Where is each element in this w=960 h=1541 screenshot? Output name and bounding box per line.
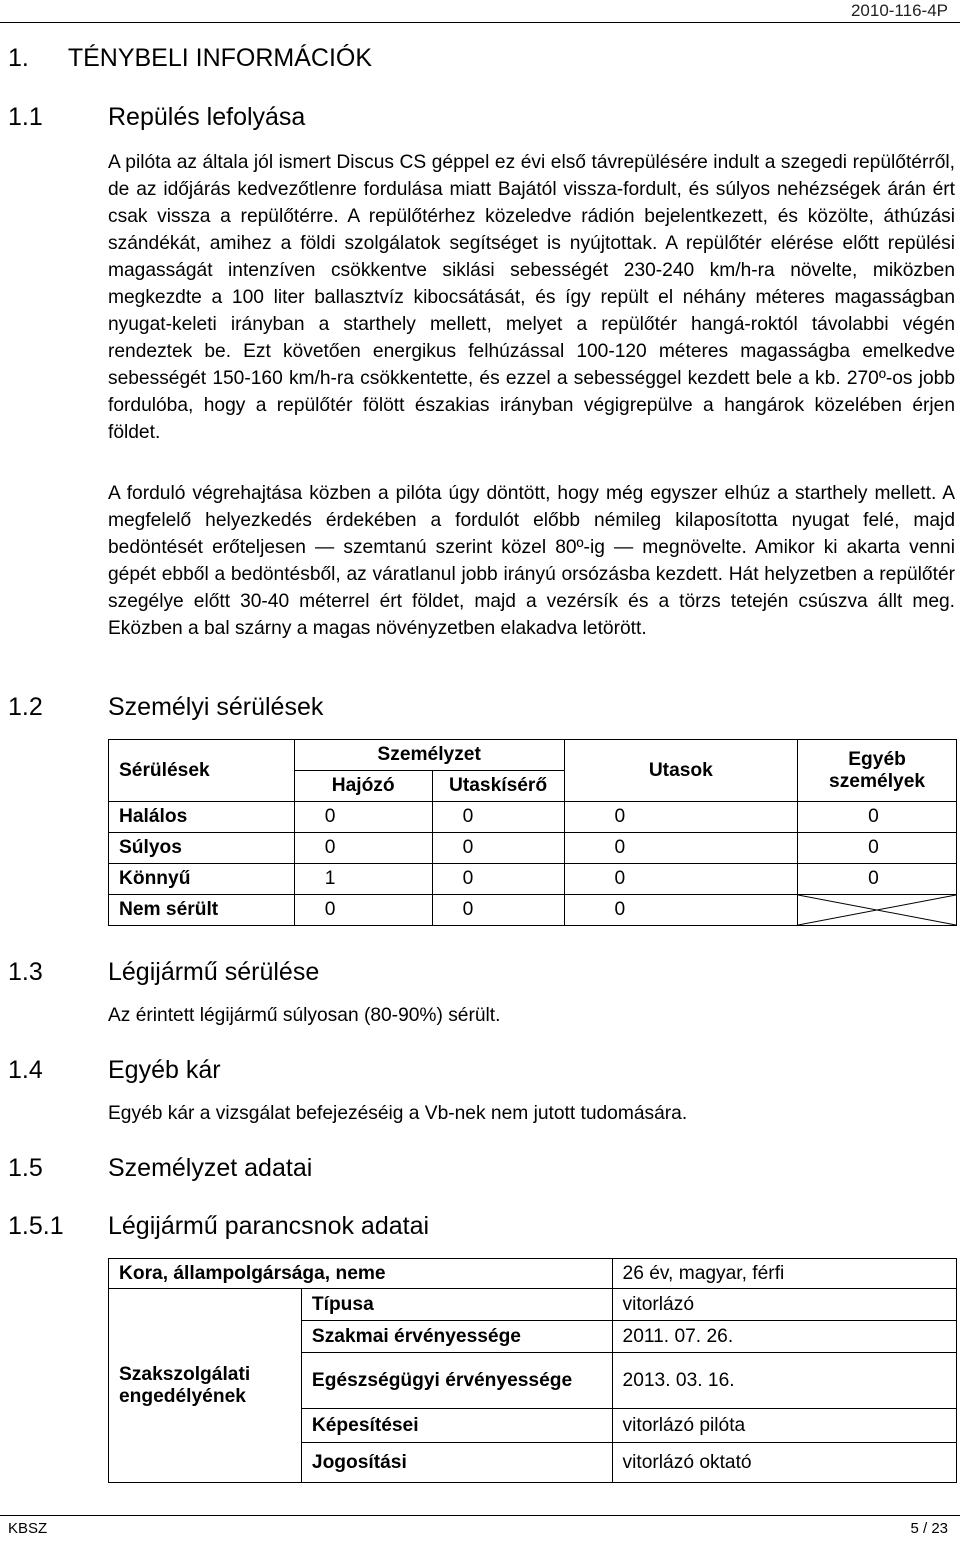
cell-value: 0 [564,895,798,926]
section-number: 1. [8,44,29,72]
commander-data-table [108,1258,957,1483]
subsection-heading-1-4 [8,1056,221,1085]
document-id: 2010-116-4P [850,1,948,20]
other-persons-header: Egyéb személyek [798,740,957,802]
cell-value: 0 [432,864,564,895]
footer-rule [0,1515,960,1516]
aircraft-damage-text: Az érintett légijármű súlyosan (80-90%) sérült. [108,1005,501,1026]
injuries-header: Sérülések [109,740,295,802]
header-rule [0,22,960,23]
section-title: TÉNYBELI INFORMÁCIÓK [67,44,373,72]
table-row [109,802,957,833]
subsection-title: Személyzet adatai [108,1154,313,1182]
subsection-title: Légijármű sérülése [108,958,320,986]
row-value: vitorlázó oktató [612,1443,956,1483]
table-row [109,833,957,864]
flight-crew-header: Hajózó [294,771,432,802]
row-value: 2013. 03. 16. [612,1353,956,1409]
crossed-out-cell [798,895,957,926]
flight-narrative-paragraph-2: A forduló végrehajtása közben a pilóta úgy döntött, hogy még egyszer elhúz a starthely mellett. A megfelelő helyezkedés érdekében a fordulót előbb némileg kilaposította nyugat felé, majd bedöntését erőteljesen — szemtanú szerint közel 80º-ig — megnövelte. Amikor ki akarta venni gépét ebből a bedöntésből, az váratlanul jobb irányú orsózásba kezdett. Hát helyzetben a repülőtér szegélye előtt 30-40 méterrel ért földet, majd a vezérsík és a törzs tetején csúszva állt meg. Eközben a bal szárny a magas növényzetben elakadva letörött. [108,483,955,639]
subsection-title: Repülés lefolyása [108,103,306,131]
subsection-title: Légijármű parancsnok adatai [108,1212,430,1240]
subsection-heading-1-2 [8,693,323,722]
subsection-number: 1.1 [8,103,43,131]
cell-value: 0 [564,833,798,864]
licence-label: Szakszolgálati engedélyének [109,1289,302,1483]
cell-value: 0 [432,802,564,833]
subsection-number: 1.3 [8,958,43,986]
row-label: Típusa [301,1289,612,1321]
subsection-number: 1.5.1 [8,1212,64,1240]
row-label: Egészségügyi érvényessége [301,1353,612,1409]
cell-value: 0 [294,895,432,926]
subsection-number: 1.4 [8,1056,43,1084]
row-value: vitorlázó [612,1289,956,1321]
subsection-heading-1-5-1 [8,1212,429,1241]
page-number: 5 / 23 [910,1520,948,1537]
subsection-title: Egyéb kár [108,1056,221,1084]
row-value: vitorlázó pilóta [612,1409,956,1443]
section-heading-1 [8,44,372,73]
row-label: Jogosítási [301,1443,612,1483]
table-row [109,864,957,895]
flight-narrative-paragraph-1: A pilóta az általa jól ismert Discus CS géppel ez évi első távrepülésére indult a szegedi repülőtérről, de az időjárás kedvezőtlenre fordulása miatt Bajától vissza-fordult, és súlyos nehézségek árán ért csak vissza a repülőtérre. A repülőtérhez közeledve rádión bejelentkezett, és közölte, áthúzási szándékát, amihez a földi szolgálatok segítséget is nyújtottak. A repülőtér elérése előtt repülési magasságát intenzíven csökkentve siklási sebességét 230-240 km/h-ra növelte, miközben megkezdte a 100 liter ballasztvíz kibocsátását, és így repült el néhány méteres magasságban nyugat-keleti irányban a starthely mellett, melyet a repülőtér hangá-roktól távolabbi végén rendeztek be. Ezt követően energikus felhúzással 100-120 méteres magasságba emelkedve sebességét 150-160 km/h-ra csökkentette, és ezzel a sebességgel kezdett bele a kb. 270º-os jobb fordulóba, hogy a repülőtér fölött északias irányban végigrepülve a hangárok közelében érjen földet. [108,152,955,443]
other-damage-text: Egyéb kár a vizsgálat befejezéséig a Vb-nek nem jutott tudomására. [108,1103,688,1124]
table-row [109,1289,957,1321]
row-label: Szakmai érvényessége [301,1321,612,1353]
passengers-header: Utasok [564,740,798,802]
cell-value: 0 [564,864,798,895]
cell-value: 0 [432,833,564,864]
subsection-title: Személyi sérülések [108,693,324,721]
cell-value: 0 [564,802,798,833]
row-label: Halálos [109,802,295,833]
cell-value: 0 [432,895,564,926]
age-nationality-sex-value: 26 év, magyar, férfi [612,1259,956,1289]
injuries-table [108,739,957,926]
row-value: 2011. 07. 26. [612,1321,956,1353]
footer-organization: KBSZ [8,1520,48,1537]
table-row [109,895,957,926]
row-label: Nem sérült [109,895,295,926]
cell-value: 0 [798,802,957,833]
cell-value: 0 [798,833,957,864]
subsection-heading-1-5 [8,1154,312,1183]
subsection-number: 1.2 [8,693,43,721]
subsection-heading-1-3 [8,958,319,987]
cell-value: 0 [294,833,432,864]
age-nationality-sex-label: Kora, állampolgársága, neme [109,1259,613,1289]
cell-value: 0 [798,864,957,895]
cell-value: 0 [294,802,432,833]
cell-value: 1 [294,864,432,895]
subsection-heading-1-1 [8,103,305,132]
crew-header: Személyzet [294,740,564,771]
cross-out-mark [798,895,956,925]
cabin-crew-header: Utaskísérő [432,771,564,802]
row-label: Könnyű [109,864,295,895]
subsection-number: 1.5 [8,1154,43,1182]
row-label: Képesítései [301,1409,612,1443]
row-label: Súlyos [109,833,295,864]
